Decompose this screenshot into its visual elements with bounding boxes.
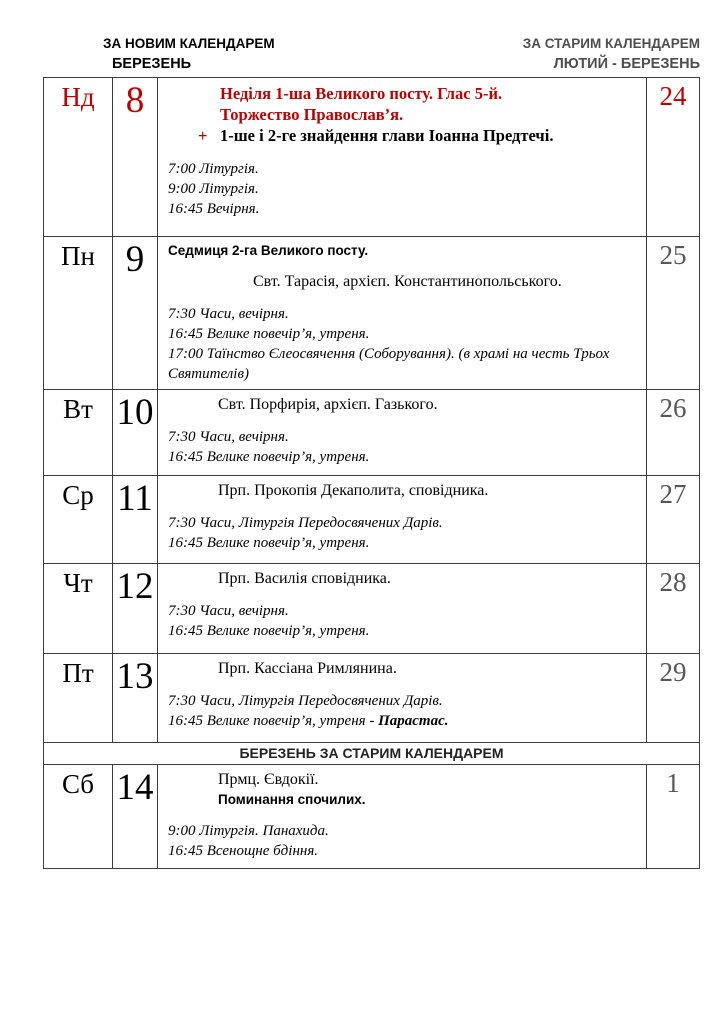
saint-commemoration-line: Прп. Прокопія Декаполита, сповідника. (218, 482, 489, 499)
new-calendar-label: ЗА НОВИМ КАЛЕНДАРЕМ (103, 36, 275, 51)
service-time-line: 7:30 Часи, вечірня. (168, 429, 289, 445)
day-abbr: Нд (44, 78, 113, 236)
new-calendar-date: 12 (113, 564, 158, 653)
day-abbr: Пн (44, 237, 113, 389)
day-abbr: Сб (44, 765, 113, 868)
service-time-line: 7:30 Часи, вечірня. (168, 603, 289, 619)
old-calendar-date: 26 (659, 393, 687, 423)
new-calendar-date: 13 (113, 654, 158, 742)
old-calendar-date: 24 (659, 81, 687, 111)
day-abbr: Вт (44, 390, 113, 475)
old-calendar-label: ЗА СТАРИМ КАЛЕНДАРЕМ (522, 36, 700, 51)
new-calendar-month: БЕРЕЗЕНЬ (112, 56, 192, 72)
saint-commemoration-line: Свт. Порфирія, архієп. Газького. (218, 396, 438, 413)
service-time-line: 16:45 Велике повечір’я, утреня. (168, 623, 370, 639)
service-time-line: 16:45 Всенощне бдіння. (168, 843, 319, 859)
service-time-line: 7:30 Часи, Літургія Передосвячених Дарів. (168, 693, 443, 709)
calendar-row (44, 389, 699, 475)
calendar-row (44, 236, 699, 389)
old-calendar-date: 1 (666, 768, 680, 798)
calendar-row (44, 653, 699, 742)
service-time-line: 16:45 Велике повечір’я, утреня. (168, 326, 370, 342)
page-header (43, 34, 700, 74)
service-time-line: 16:45 Вечірня. (168, 201, 260, 217)
new-calendar-header (103, 34, 275, 74)
service-time-line: 9:00 Літургія. (168, 181, 259, 197)
old-calendar-header (523, 34, 700, 74)
new-calendar-date: 8 (113, 78, 158, 236)
calendar-row (44, 475, 699, 563)
saint-commemoration-line: Прп. Василія сповідника. (218, 570, 391, 587)
service-time-line: 7:30 Часи, Літургія Передосвячених Дарів. (168, 515, 443, 531)
old-calendar-date: 28 (659, 567, 687, 597)
service-time-line: 7:00 Літургія. (168, 161, 259, 177)
old-calendar-band: БЕРЕЗЕНЬ ЗА СТАРИМ КАЛЕНДАРЕМ (44, 742, 699, 764)
calendar-row (44, 764, 699, 868)
saint-commemoration-line: Прп. Кассіана Римлянина. (218, 660, 397, 677)
old-calendar-date: 25 (659, 240, 687, 270)
new-calendar-date: 11 (113, 476, 158, 563)
calendar-row (44, 78, 699, 236)
parastas-emphasis: Парастас. (378, 713, 449, 729)
day-abbr: Чт (44, 564, 113, 653)
memorial-line: Поминання спочилих. (218, 792, 366, 807)
day-content (158, 564, 647, 653)
new-calendar-date: 14 (113, 765, 158, 868)
service-time-line: 9:00 Літургія. Панахида. (168, 823, 329, 839)
sunday-title-line: Торжество Православ’я. (220, 105, 404, 124)
day-abbr: Ср (44, 476, 113, 563)
saint-commemoration-line: Прмц. Євдокії. (218, 771, 319, 788)
day-content (158, 237, 647, 389)
calendar-table (43, 77, 700, 869)
service-time-line: 16:45 Велике повечір’я, утреня - Парастас. (168, 713, 449, 729)
day-content (158, 654, 647, 742)
day-content (158, 476, 647, 563)
day-content (158, 78, 647, 236)
service-time-line: 17:00 Таїнство Єлеосвячення (Соборування). (в храмі на честь Трьох Святителів) (168, 346, 610, 382)
cross-mark: + (198, 126, 208, 145)
old-calendar-months: ЛЮТИЙ - БЕРЕЗЕНЬ (553, 56, 700, 72)
calendar-row (44, 563, 699, 653)
new-calendar-date: 10 (113, 390, 158, 475)
old-calendar-date: 27 (659, 479, 687, 509)
feast-line: + 1-ше і 2-ге знайдення глави Іоанна Предтечі. (198, 126, 554, 145)
service-time-line: 16:45 Велике повечір’я, утреня. (168, 535, 370, 551)
day-abbr: Пт (44, 654, 113, 742)
old-calendar-date: 29 (659, 657, 687, 687)
saint-commemoration-line: Свт. Тарасія, архієп. Константинопольського. (253, 273, 562, 290)
service-time-line: 16:45 Велике повечір’я, утреня. (168, 449, 370, 465)
day-content (158, 390, 647, 475)
service-time-line: 7:30 Часи, вечірня. (168, 306, 289, 322)
day-content (158, 765, 647, 868)
week-header-line: Седмиця 2-га Великого посту. (168, 243, 369, 258)
sunday-title-line: Неділя 1-ша Великого посту. Глас 5-й. (220, 84, 503, 103)
new-calendar-date: 9 (113, 237, 158, 389)
